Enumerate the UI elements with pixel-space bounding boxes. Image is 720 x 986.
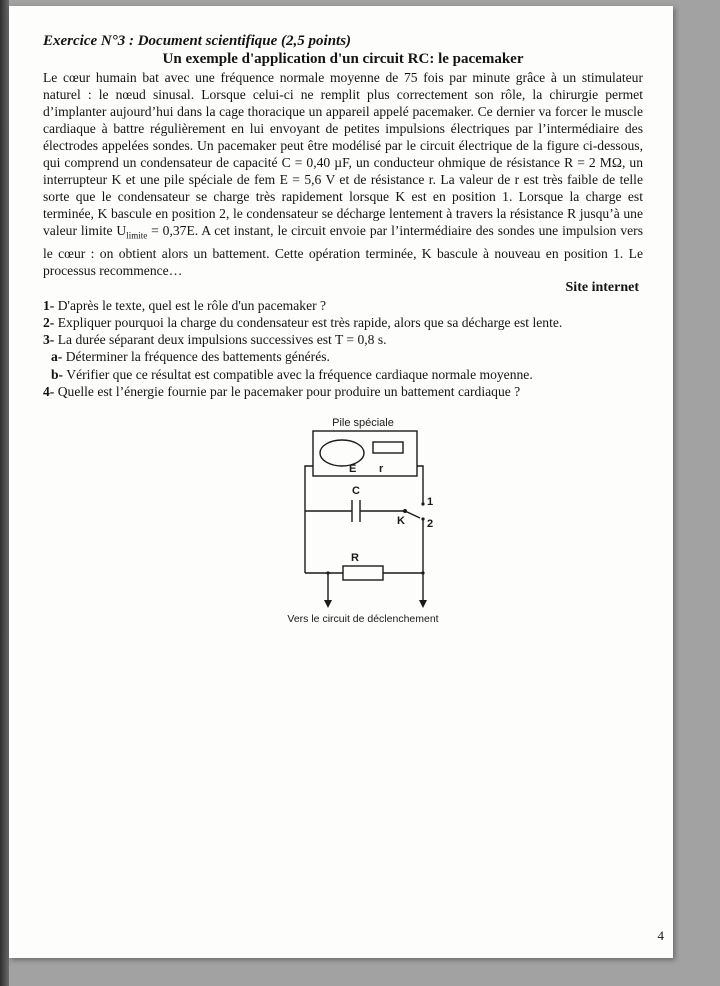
switch-contact-2 (421, 517, 424, 520)
body-text-part1: Le cœur humain bat avec une fréquence normale moyenne de 75 fois par minute grâce à un stimulateur naturel : le nœud sinusal. Lorsque celui-ci ne remplit plus correctement son rôle, la chirurgie permet d’implanter aujourd’hui dans la cage thoracique un appareil appelé pacemaker. Ce dernier va forcer le muscle cardiaque à battre régulièrement en lui envoyant de petites impulsions électriques par l’intermédiaire des électrodes appelées sondes. Un pacemaker peut être modélisé par le circuit électrique de la figure ci-dessous, qui comprend un condensateur de capacité C = 0,40 µF, un conducteur ohmique de résistance R = 2 MΩ, un interrupteur K et une pile spéciale de fem E = 5,6 V et de résistance r. La valeur de r est très faible de telle sorte que le condensateur se charge très rapidement lorsque K est en position 1. Lorsque la charge est terminée, K bascule en position 2, le condensateur se décharge lentement à travers la résistance R jusqu’à une valeur limite U (43, 70, 643, 238)
question-3a-number: a- (51, 349, 63, 365)
question-1-number: 1- (43, 297, 55, 313)
circuit-svg (287, 416, 528, 631)
question-2 (43, 314, 643, 331)
battery-box (313, 431, 417, 476)
switch-blade (405, 511, 420, 518)
question-4-text: Quelle est l’énergie fournie par le pacemaker pour produire un battement cardiaque ? (54, 383, 521, 399)
question-3b-number: b- (51, 366, 64, 382)
exercise-subtitle: Un exemple d'application d'un circuit RC: le pacemaker (162, 51, 524, 67)
switch-symbol (397, 496, 433, 530)
question-3-number: 3- (43, 332, 55, 348)
internal-resistance-rect (373, 442, 403, 453)
position-1-label: 1 (427, 495, 434, 508)
resistor-rect (343, 566, 383, 580)
internal-resistance-label: r (379, 462, 384, 475)
question-3b-text: Vérifier que ce résultat est compatible avec la fréquence cardiaque normale moyenne. (63, 366, 533, 382)
switch-label: K (397, 514, 405, 527)
position-2-label: 2 (427, 517, 434, 530)
arrow-down-right-icon (419, 600, 427, 608)
switch-contact-1 (421, 502, 424, 505)
arrow-down-left-icon (324, 600, 332, 608)
emf-ellipse (320, 440, 364, 466)
capacitor-label: C (352, 484, 360, 497)
question-1-text: D'après le texte, quel est le rôle d'un pacemaker ? (54, 297, 327, 313)
exercise-title: Exercice N°3 : Document scientifique (2,5 points) (43, 33, 352, 49)
scan-edge-left (0, 0, 9, 986)
resistor-symbol (343, 552, 383, 580)
question-4 (43, 383, 643, 400)
question-3 (43, 331, 643, 348)
page-content (43, 32, 643, 631)
question-3-text: La durée séparant deux impulsions successives est T = 0,8 s. (54, 332, 387, 348)
questions-list (43, 297, 643, 400)
capacitor-symbol (352, 485, 360, 522)
battery-label: Pile spéciale (332, 416, 394, 429)
figure-caption: Vers le circuit de déclenchement (287, 612, 439, 625)
question-2-text: Expliquer pourquoi la charge du condensateur est très rapide, alors que sa décharge est lente. (54, 314, 563, 330)
question-3a (43, 348, 643, 365)
question-3b (43, 366, 643, 383)
body-text-subscript: limite (126, 230, 148, 241)
body-text-part2: = 0,37E. A cet instant, le circuit envoie par l’intermédiaire des sondes une impulsion vers le cœur : on obtient alors un battement. Cette opération terminée, K bascule à nouveau en position 1. Le processus recommence… (43, 223, 643, 278)
question-3a-text: Déterminer la fréquence des battements générés. (62, 349, 330, 365)
circuit-wires (305, 466, 423, 573)
circuit-figure (43, 416, 643, 631)
page-number: 4 (657, 928, 664, 943)
source-label: Site internet (565, 279, 639, 295)
document-page (9, 6, 673, 958)
question-1 (43, 297, 643, 314)
emf-label: E (349, 462, 357, 475)
question-2-number: 2- (43, 314, 55, 330)
exercise-body (43, 69, 643, 279)
resistor-label: R (351, 551, 359, 564)
question-4-number: 4- (43, 383, 55, 399)
